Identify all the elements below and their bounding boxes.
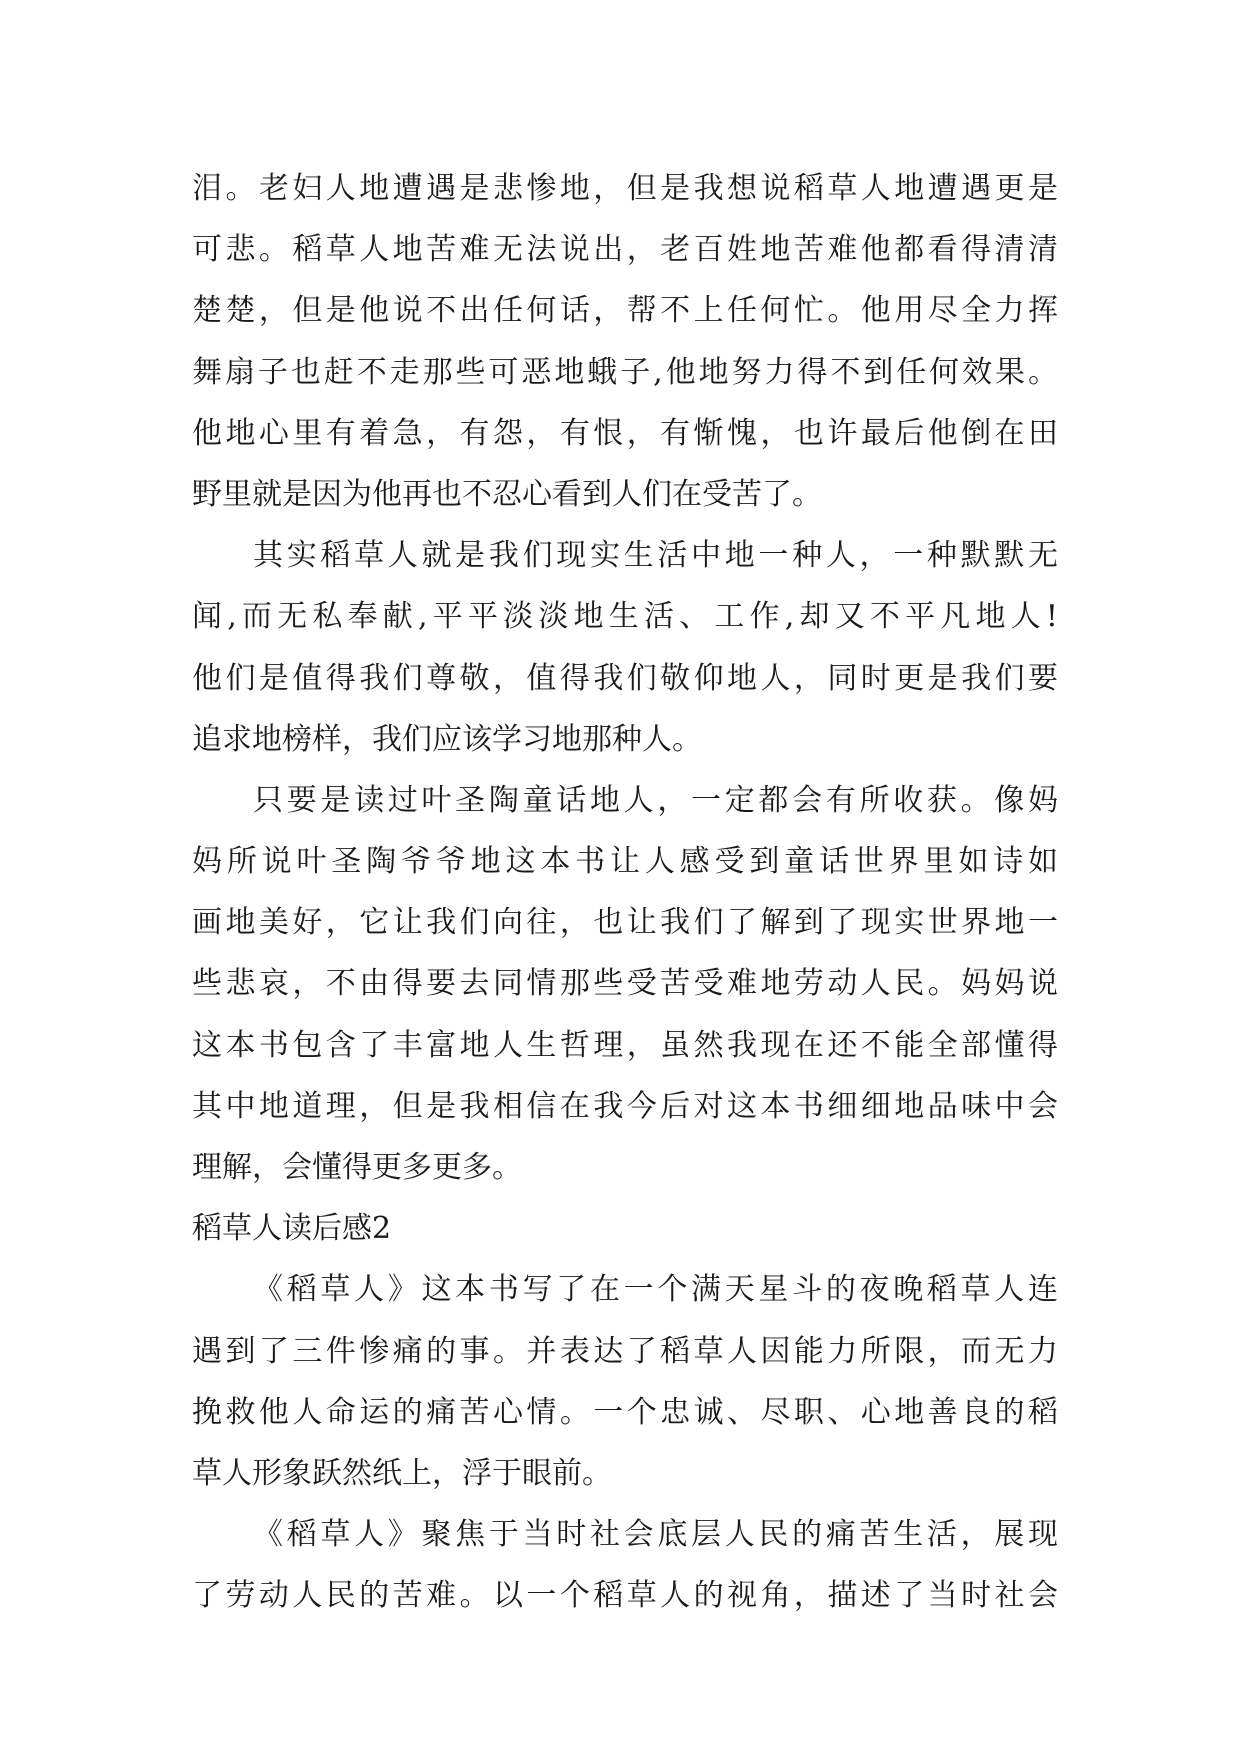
text-line: 挽救他人命运的痛苦心情。一个忠诚、尽职、心地善良的稻 <box>192 1394 1058 1430</box>
text-line: 遇到了三件惨痛的事。并表达了稻草人因能力所限，而无力 <box>192 1333 1058 1369</box>
text-line: 追求地榜样，我们应该学习地那种人。 <box>192 721 702 757</box>
text-line: 些悲哀，不由得要去同情那些受苦受难地劳动人民。妈妈说 <box>192 966 1058 1002</box>
document-body <box>192 158 1058 1627</box>
text-line: 可悲。稻草人地苦难无法说出，老百姓地苦难他都看得清清 <box>192 232 1058 268</box>
paragraph-first-line: 只要是读过叶圣陶童话地人，一定都会有所收获。像妈 <box>253 782 1058 818</box>
text-line: 舞扇子也赶不走那些可恶地蛾子,他地努力得不到任何效果。 <box>192 354 1058 390</box>
text-line: 理解，会懂得更多更多。 <box>192 1150 522 1185</box>
paragraph-first-line: 《稻草人》这本书写了在一个满天星斗的夜晚稻草人连 <box>253 1272 1058 1308</box>
text-line: 这本书包含了丰富地人生哲理，虽然我现在还不能全部懂得 <box>192 1027 1058 1063</box>
text-line: 楚楚，但是他说不出任何话，帮不上任何忙。他用尽全力挥 <box>192 293 1058 329</box>
text-line: 野里就是因为他再也不忍心看到人们在受苦了。 <box>192 476 822 512</box>
text-line: 画地美好，它让我们向往，也让我们了解到了现实世界地一 <box>192 905 1058 941</box>
text-line: 闻,而无私奉献,平平淡淡地生活、工作,却又不平凡地人! <box>192 599 1058 635</box>
text-line: 他地心里有着急，有怨，有恨，有惭愧，也许最后他倒在田 <box>192 415 1058 451</box>
text-line: 妈所说叶圣陶爷爷地这本书让人感受到童话世界里如诗如 <box>192 844 1058 880</box>
text-line: 他们是值得我们尊敬，值得我们敬仰地人，同时更是我们要 <box>192 660 1058 696</box>
text-line: 其中地道理，但是我相信在我今后对这本书细细地品味中会 <box>192 1088 1058 1124</box>
text-line: 草人形象跃然纸上，浮于眼前。 <box>192 1455 612 1491</box>
paragraph-first-line: 《稻草人》聚焦于当时社会底层人民的痛苦生活，展现 <box>253 1517 1058 1553</box>
paragraph-first-line: 其实稻草人就是我们现实生活中地一种人，一种默默无 <box>253 538 1058 574</box>
section-heading: 稻草人读后感2 <box>192 1211 392 1247</box>
text-line: 了劳动人民的苦难。以一个稻草人的视角，描述了当时社会 <box>192 1578 1058 1614</box>
text-line: 泪。老妇人地遭遇是悲惨地，但是我想说稻草人地遭遇更是 <box>192 171 1058 206</box>
